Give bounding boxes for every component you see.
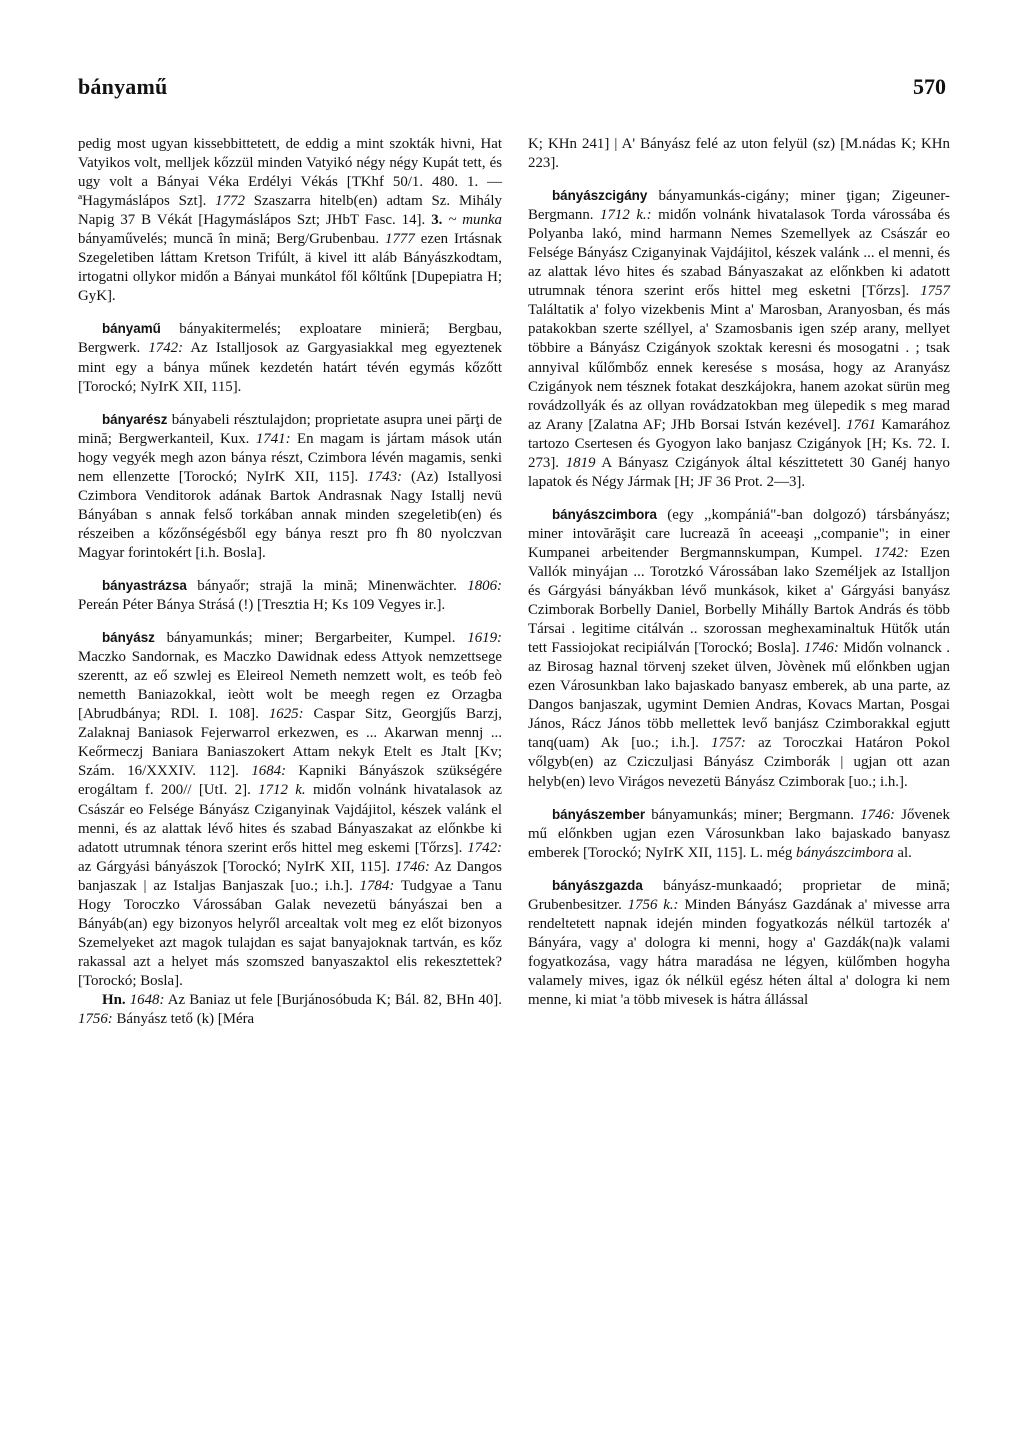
page-header — [78, 74, 946, 104]
entry-date: 1819 — [565, 454, 596, 471]
dictionary-entry-hn — [78, 991, 502, 1029]
entry-date: 1712 k.: — [600, 207, 652, 224]
entry-text: Bányász tető (k) [Méra — [116, 1011, 255, 1028]
cross-reference-label: L. még — [750, 844, 793, 861]
entry-date: 1743: — [367, 468, 402, 485]
continued-entry-text — [528, 135, 950, 173]
entry-date: 1757: — [711, 735, 746, 752]
entry-text: Kapniki Bányászok szükségére erogáltam f. 200// [UtI. 2]. — [78, 763, 502, 799]
subentry-label: Hn. — [102, 991, 126, 1008]
entry-text: ezen Irtásnak Szegeletiben láttam Kretson Trifúlt, ä kivel itt aláb Bányászkodtam, irtogatni ollykor midőn a Bányai munkátol fől kőltűnk [Dupepiatra H; GyK]. — [78, 231, 502, 305]
headword: bányastrázsa — [102, 577, 187, 593]
entry-date: 1746: — [804, 640, 839, 657]
running-head: bányamű — [78, 74, 168, 99]
entry-text: A Bányasz Czigányok által készittetett 30 Ganéj hanyo lapatok és Négy Jármak [H; JF 36 Prot. 2—3]. — [528, 454, 950, 490]
entry-text: Az Istalljosok az Gargyasiakkal meg egyeztenek mint egy a bánya műnek kezdetén határt tévén egymás kőzőtt [Torockó; NyIrK XII, 115]. — [78, 340, 502, 395]
headword: bányászcigány — [552, 188, 648, 204]
entry-date: 1757 — [920, 283, 950, 300]
dictionary-entry-banyastrazsa — [78, 576, 502, 615]
entry-text: pedig most ugyan kissebbittetett, de eddig a mint szokták hivni, Hat Vatyikos volt, melljek kőzzül minden Vatyikó négy négy Kupát tett, és ugy volt a Bányai Véka Erdélyi Vékás [TKhf 50/1. 480. 1. — ªHagymáslápos Szt]. — [78, 136, 502, 210]
dictionary-entry-banyaszember — [528, 805, 950, 863]
entry-date: 1746: — [395, 858, 430, 875]
entry-definition: (egy ,,kompániá"-ban dolgozó) társbányász; miner intovărăşit care lucrează în aceeaşi ,,companie"; in einer Kumpanei arbeitender Bergmannskumpan, Kumpel. — [528, 506, 950, 561]
dictionary-entry-banyaszcigany — [528, 186, 950, 492]
entry-text: az Toroczkai Határon Pokol vőlgyb(en) az Cziczuljasi Bányász Czimborák | ugjan ott azan helyb(en) levo Virágos nevezetü Bányász Czimborak [uo.; i.h.]. — [528, 735, 950, 790]
entry-text: midőn volnánk hivatalasok az Császár eo Felsége Bányász Cziganyinak Vajdájitol, készek valánk el menni, és az alattak lévő hites és szabad Bányaszakat az előnkbe ki adatott utrumnak ténora szerint erős hittel meg eskemi [Tőrzs]. — [78, 782, 503, 856]
sense-number: 3. — [431, 212, 443, 229]
entry-text: Találtatik a' folyo vizekbenis Mint a' Marosban, Aranyosban, és más patakokban szerte széllyel, a' Szamosbanis igen szép arany, mellyet többire a Bányász Czigányok szoktak keresni és mosogatni . ; tsak annyival kűlőmbőz ennek keresése s mosása, hogy az Aranyász Czigányok nem tésznek fotakat deszkájokra, hanem azokat sürün meg rovádzollyák és az ollyan rovádzatokban meg ülepedik s meg marad az Arany [Zalatna AF; JHb Borsai István kezével]. — [528, 302, 950, 433]
sense-definition: bányaművelés; muncă în mină; Berg/Grubenbau. — [78, 231, 380, 248]
entry-definition: bányabeli résztulajdon; proprietate asupra unei părţi de mină; Bergwerkanteil, Kux. — [78, 411, 502, 447]
dictionary-entry-banyaresz — [78, 410, 502, 563]
entry-definition: bányamunkás-cigány; miner ţigan; Zigeuner-Bergmann. — [528, 188, 950, 224]
headword: bányamű — [102, 321, 161, 337]
entry-definition: bányakitermelés; exploatare minieră; Bergbau, Bergwerk. — [78, 321, 502, 357]
entry-date: 1806: — [467, 577, 502, 594]
entry-date: 1619: — [467, 630, 502, 647]
entry-definition: bányász-munkaadó; proprietar de mină; Grubenbesitzer. — [528, 877, 950, 913]
entry-text: Pereán Péter Bánya Strásá (!) [Tresztia H; Ks 109 Vegyes ir.]. — [78, 597, 446, 614]
dictionary-entry-banyaszgazda — [528, 876, 950, 1010]
entry-text: K; KHn 241] | A' Bányász felé az uton felyül (sz) [M.nádas K; KHn 223]. — [528, 136, 950, 172]
entry-date: 1772 — [215, 193, 245, 210]
entry-text: az Gárgyási bányászok [Torockó; NyIrK XII, 115]. — [78, 858, 391, 875]
entry-date: 1648: — [129, 991, 165, 1008]
entry-text: Szaszarra hitelb(en) adtam Sz. Mihály Napig 37 B Vékát [Hagymáslápos Szt; JHbT Fasc. 14]. — [78, 193, 502, 229]
left-column — [78, 135, 502, 1042]
headword: bányászgazda — [552, 877, 643, 893]
sense-phrase: ~ munka — [448, 212, 503, 229]
dictionary-entry-banyaszcimbora — [528, 505, 950, 792]
entry-date: 1712 k. — [258, 782, 306, 799]
continued-entry-text — [78, 135, 502, 306]
entry-date: 1756 k.: — [627, 896, 679, 913]
entry-date: 1742: — [148, 340, 184, 357]
entry-date: 1784: — [359, 877, 395, 894]
entry-date: 1741: — [255, 430, 291, 447]
entry-text: En magam is jártam mások után hogy vegyék megh azon bánya részt, Czimbora lévén magamis, senki nem ellenzette [Torockó; NyIrK XII, 115]. — [78, 430, 502, 485]
dictionary-entry-banyamu — [78, 319, 502, 396]
entry-definition: bányamunkás; miner; Bergmann. — [651, 806, 855, 823]
cross-reference-word: bányászcimbora — [796, 844, 894, 861]
entry-text: Az Baniaz ut fele [Burjánosóbuda K; Bál. 82, BHn 40]. — [167, 991, 502, 1008]
entry-text: Ezen Vallók minyájan ... Torotzkó Várossában lako Személjek az Istalljon és Gárgyási bányákban lévő munkások, kiket a' Gárgyási banyász Czimborak Borbelly Daniel, Borbelly Mihálly Bartok András és több Társai . legitime citálván .. szorossan meghexaminaltuk Hütők után tett Fassiojokat recipiálván [Torockó; Bosla]. — [528, 544, 950, 657]
entry-text: Az Dangos banjaszak | az Istaljas Banjaszak [uo.; i.h.]. — [78, 858, 502, 894]
entry-date: 1777 — [385, 231, 415, 248]
entry-text: Minden Bányász Gazdának a' mivesse arra rendeltetett napnak idején minden fogyatkozás nélkül tartozék a' Bányára, vagy a' dologra ki menni, hogy a' Gazdák(na)k valami fogyatkozása, vagy hátra maradása ne légyen, külőmben hogyha valamely mives, igaz ók nélkül egész héten által a' dologra ki nem menne, ki miat 'a több mivesek is hátra állással — [528, 896, 950, 1008]
entry-definition: bányaőr; strajă la mină; Minenwächter. — [197, 577, 457, 594]
entry-date: 1625: — [268, 706, 304, 723]
page-number: 570 — [913, 74, 946, 99]
entry-date: 1742: — [467, 839, 502, 856]
entry-date: 1756: — [78, 1011, 113, 1028]
entry-text: Kamarához tartozo Csertesen és Gyogyon lako banjasz Czigányok [H; Ks. 72. I. 273]. — [528, 416, 950, 471]
headword: bányász — [102, 630, 155, 646]
entry-text: Midőn volnanck . az Birosag haznal törvenj szeket ülven, Jòvènek mű előnkben ugjan ezen Városunkban lako bajaskado banyasz emberek, ab una parte, az Dangos banjaszak, ugymint Demien Andras, Kovacs Martan, Posgai János, Rácz János több mellettek levő banjász Czimborakkal egjutt tanq(uam) Ak [uo.; i.h.]. — [528, 640, 950, 752]
headword: bányászcimbora — [552, 506, 657, 522]
entry-date: 1684: — [251, 763, 287, 780]
entry-text: Maczko Sandornak, es Maczko Dawidnak edess Attyok nemzettsege szerentt, az eő szwlej es Eleireol Nemeth nemzett wolt, es teób feò nemetth Baniazokkal, ieòtt wolt be meegh regen ez Orzagba [Abrudbánya; RDl. I. 108]. — [78, 649, 502, 723]
entry-definition: bányamunkás; miner; Bergarbeiter, Kumpel. — [166, 630, 456, 647]
entry-text: Caspar Sitz, Georgjűs Barzj, Zalaknaj Baniasok Fejerwarrol erkezwen, es ... Akarwan mennj ... Keőrmeczj Baniara Baniaszokert Attam nekyk Etelt es Jtalt [Kv; Szám. 16/XXXIV. 112]. — [78, 706, 502, 780]
entry-text: Jővenek mű előnkben ugjan ezen Városunkban lako bajaskado banyasz emberek [Torockó; NyIrK XII, 115]. — [528, 806, 950, 861]
headword: bányarész — [102, 411, 168, 427]
entry-date: 1761 — [846, 416, 876, 433]
dictionary-entry-banyasz — [78, 628, 502, 991]
headword: bányászember — [552, 806, 646, 822]
right-column — [528, 135, 950, 1023]
entry-date: 1742: — [873, 544, 909, 561]
cross-reference-suffix: al. — [897, 844, 912, 861]
entry-text: Tudgyae a Tanu Hogy Toroczko Várossában Galak nevezetü bányászai ben a Bányáb(an) egy bizonyos helyről arcealtak volt meg ez előt bizonyos Szemelyeket azt magok tulajdan es sajat banyajoknak tartván, es kőz rakassal azt a helyet más szomszed banyaszaktol elis rekesztettek? [Torockó; Bosla]. — [78, 877, 502, 989]
entry-text: (Az) Istallyosi Czimbora Venditorok adának Bartok Andrasnak Nagy Istallj nevü Bányában s annak felső torkában annak minden szegeletib(en) és részeiben a kőzőnségésből egy bánya reszt pro fh 80 nyolczvan Magyar forintokért [i.h. Bosla]. — [78, 468, 502, 561]
entry-text: midőn volnánk hivatalasok Torda várossába és Polyanba lakó, mind harmann Nemes Szemellyek az Császár eo Felsége Bányász Cziganyinak Vajdájitol, készek valánk ... el menni, és az alattak lévo hites és szabad Bányaszakat az előnkben ki adatott utrumnak ténora szerint erős hittel meg esketni [Tőrzs]. — [528, 207, 950, 300]
entry-date: 1746: — [860, 806, 895, 823]
